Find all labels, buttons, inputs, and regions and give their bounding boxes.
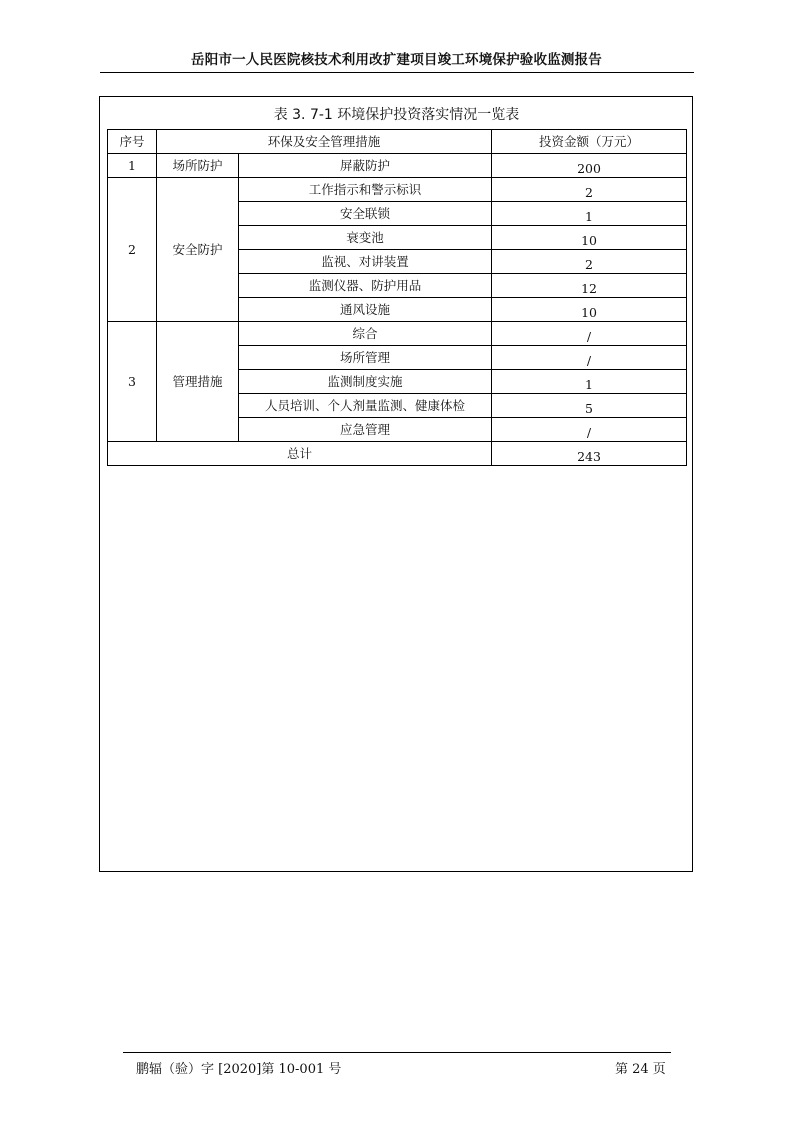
table-row: [108, 322, 687, 346]
item-name: 监测制度实施: [239, 370, 492, 394]
item-amount: 1: [492, 370, 687, 394]
footer-divider: [123, 1052, 671, 1053]
group-category: 场所防护: [157, 154, 239, 178]
item-amount: /: [492, 418, 687, 442]
total-label: 总计: [108, 442, 492, 466]
item-amount: 200: [492, 154, 687, 178]
group-number: 1: [108, 154, 157, 178]
group-category: 管理措施: [157, 322, 239, 442]
table-row: [108, 154, 687, 178]
item-name: 场所管理: [239, 346, 492, 370]
document-number: 鹏辐（验）字 [2020]第 10-001 号: [136, 1062, 342, 1077]
item-amount: 10: [492, 298, 687, 322]
item-name: 安全联锁: [239, 202, 492, 226]
item-amount: 10: [492, 226, 687, 250]
item-name: 人员培训、个人剂量监测、健康体检: [239, 394, 492, 418]
header-divider: [100, 72, 694, 73]
item-name: 监测仪器、防护用品: [239, 274, 492, 298]
total-amount: 243: [492, 442, 687, 466]
item-name: 工作指示和警示标识: [239, 178, 492, 202]
item-amount: /: [492, 322, 687, 346]
item-name: 屏蔽防护: [239, 154, 492, 178]
header-measures: 环保及安全管理措施: [157, 130, 492, 154]
item-name: 综合: [239, 322, 492, 346]
group-category: 安全防护: [157, 178, 239, 322]
item-name: 监视、对讲装置: [239, 250, 492, 274]
group-number: 3: [108, 322, 157, 442]
item-amount: 1: [492, 202, 687, 226]
header-no: 序号: [108, 130, 157, 154]
investment-table: [107, 129, 687, 466]
item-amount: 12: [492, 274, 687, 298]
item-name: 衰变池: [239, 226, 492, 250]
total-row: [108, 442, 687, 466]
item-name: 应急管理: [239, 418, 492, 442]
group-number: 2: [108, 178, 157, 322]
item-amount: 2: [492, 178, 687, 202]
report-title: 岳阳市一人民医院核技术利用改扩建项目竣工环境保护验收监测报告: [191, 52, 602, 68]
page-number: 第 24 页: [615, 1062, 666, 1077]
item-amount: /: [492, 346, 687, 370]
header-amount: 投资金额（万元）: [492, 130, 687, 154]
item-name: 通风设施: [239, 298, 492, 322]
item-amount: 5: [492, 394, 687, 418]
table-caption: 表 3. 7-1 环境保护投资落实情况一览表: [273, 107, 520, 123]
item-amount: 2: [492, 250, 687, 274]
table-header-row: [108, 130, 687, 154]
table-row: [108, 178, 687, 202]
